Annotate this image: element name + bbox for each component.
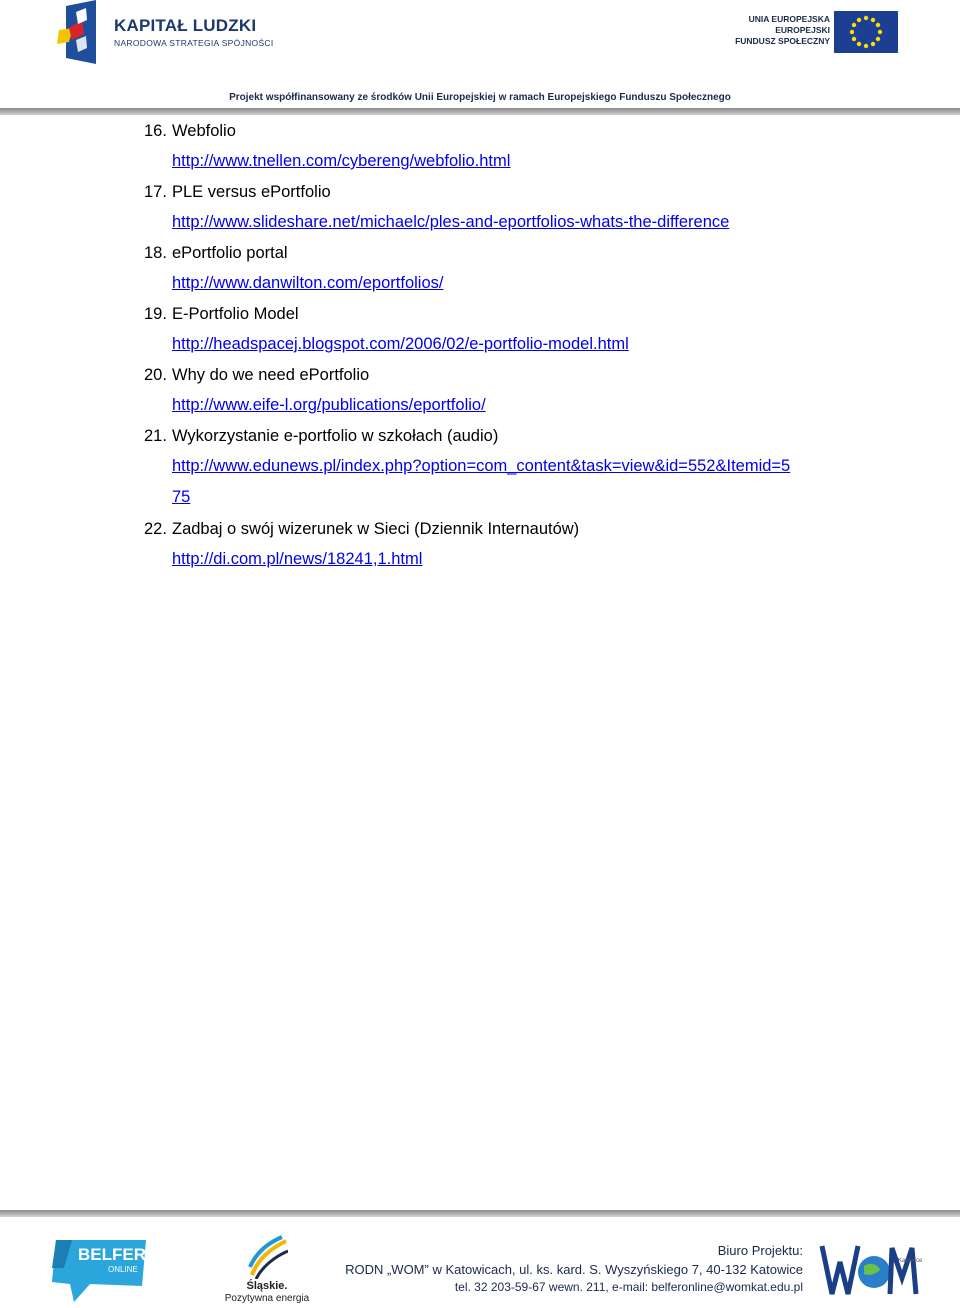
item-number: 22. — [144, 520, 167, 538]
item-number: 17. — [144, 183, 167, 201]
item-number: 20. — [144, 366, 167, 384]
eu-label-line3: FUNDUSZ SPOŁECZNY — [735, 36, 830, 46]
wom-city-label: Katowice — [898, 1258, 923, 1264]
item-link-continuation[interactable]: 75 — [172, 488, 191, 506]
project-office-address: RODN „WOM” w Katowicach, ul. ks. kard. S. Wyszyńskiego 7, 40-132 Katowice — [345, 1262, 803, 1277]
kapital-ludzki-emblem-icon — [56, 0, 100, 64]
program-subtitle: NARODOWA STRATEGIA SPÓJNOŚCI — [114, 38, 274, 48]
slaskie-tagline: Pozytywna energia — [224, 1293, 310, 1304]
item-number: 16. — [144, 122, 167, 140]
item-link[interactable]: http://headspacej.blogspot.com/2006/02/e-portfolio-model.html — [172, 335, 629, 353]
item-title: ePortfolio portal — [172, 244, 288, 262]
project-office-contact: tel. 32 203-59-67 wewn. 211, e-mail: belferonline@womkat.edu.pl — [454, 1280, 803, 1294]
item-title: Zadbaj o swój wizerunek w Sieci (Dziennik Internautów) — [172, 520, 580, 538]
item-link[interactable]: http://www.eife-l.org/publications/eportfolio/ — [172, 396, 486, 414]
eu-label-line1: UNIA EUROPEJSKA — [748, 14, 830, 24]
item-title: Webfolio — [172, 122, 236, 140]
belfer-name: BELFER — [78, 1245, 146, 1264]
item-link[interactable]: http://www.slideshare.net/michaelc/ples-and-eportfolios-whats-the-difference — [172, 213, 730, 231]
wom-logo — [818, 1238, 922, 1300]
belfer-online-label: ONLINE — [108, 1265, 138, 1274]
item-number: 21. — [144, 427, 167, 445]
cofinancing-note: Projekt współfinansowany ze środków Unii Europejskiej w ramach Europejskiego Funduszu Społecznego — [229, 92, 731, 103]
item-title: PLE versus ePortfolio — [172, 183, 331, 201]
project-office-label: Biuro Projektu: — [717, 1243, 803, 1258]
page-header — [0, 0, 960, 120]
item-title: Wykorzystanie e-portfolio w szkołach (audio) — [172, 427, 499, 445]
item-number: 19. — [144, 305, 167, 323]
item-link[interactable]: http://di.com.pl/news/18241,1.html — [172, 550, 423, 568]
program-title: KAPITAŁ LUDZKI — [114, 16, 257, 35]
header-divider — [0, 108, 960, 115]
eu-label-line2: EUROPEJSKI — [775, 25, 830, 35]
eu-label — [712, 14, 830, 47]
slaskie-name: Śląskie. — [246, 1280, 288, 1292]
item-title: Why do we need ePortfolio — [172, 366, 370, 384]
item-link[interactable]: http://www.tnellen.com/cybereng/webfolio.html — [172, 152, 511, 170]
footer-divider — [0, 1210, 960, 1217]
item-link[interactable]: http://www.danwilton.com/eportfolios/ — [172, 274, 444, 292]
slaskie-logo-icon — [248, 1235, 288, 1279]
item-link[interactable]: http://www.edunews.pl/index.php?option=com_content&task=view&id=552&Itemid=5 — [172, 457, 791, 475]
item-title: E-Portfolio Model — [172, 305, 299, 323]
eu-flag-icon — [834, 11, 898, 53]
kapital-ludzki-logo — [56, 0, 274, 64]
item-number: 18. — [144, 244, 167, 262]
